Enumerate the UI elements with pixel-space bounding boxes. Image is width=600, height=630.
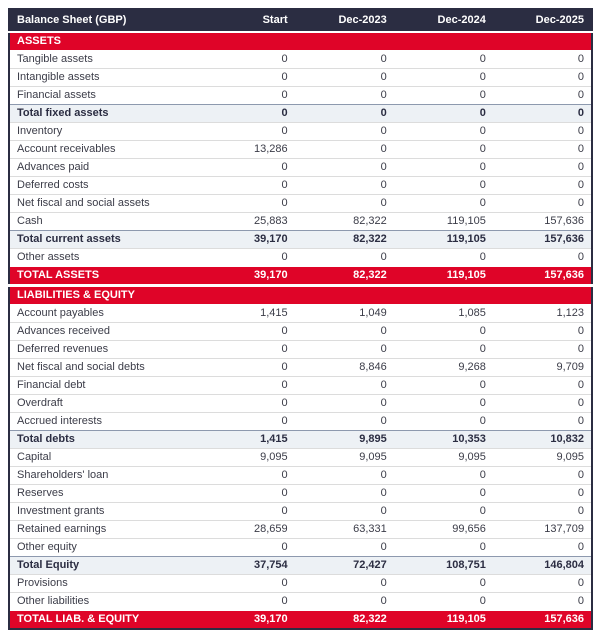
subtotal-row [9,431,592,449]
row-label: Other equity [9,539,196,557]
row-label: Deferred costs [9,177,196,195]
cell-value: 0 [394,141,493,159]
cell-value: 119,105 [394,267,493,286]
cell-value: 0 [394,323,493,341]
section-header-row [9,286,592,305]
cell-value: 0 [493,413,592,431]
cell-value: 0 [394,123,493,141]
cell-value: 157,636 [493,231,592,249]
cell-value: 0 [493,87,592,105]
row-label: Investment grants [9,503,196,521]
cell-value: 0 [394,87,493,105]
cell-value: 0 [493,69,592,87]
cell-value: 0 [295,593,394,611]
row-label: Financial debt [9,377,196,395]
table-row [9,485,592,503]
cell-value: 0 [196,341,295,359]
cell-value: 1,415 [196,431,295,449]
row-label: Intangible assets [9,69,196,87]
cell-value: 119,105 [394,231,493,249]
cell-value: 0 [295,503,394,521]
table-row [9,69,592,87]
table-row [9,449,592,467]
table-row [9,123,592,141]
cell-value: 9,268 [394,359,493,377]
cell-value: 82,322 [295,213,394,231]
cell-value: 39,170 [196,231,295,249]
cell-value: 0 [394,177,493,195]
row-label: LIABILITIES & EQUITY [9,286,592,305]
cell-value: 9,095 [295,449,394,467]
cell-value: 99,656 [394,521,493,539]
column-header-dec-2023: Dec-2023 [295,9,394,32]
table-row [9,413,592,431]
table-row [9,305,592,323]
cell-value: 0 [493,539,592,557]
row-label: Account payables [9,305,196,323]
table-row [9,249,592,267]
cell-value: 0 [493,467,592,485]
row-label: Deferred revenues [9,341,196,359]
cell-value: 0 [295,395,394,413]
column-header-dec-2024: Dec-2024 [394,9,493,32]
row-label: Accrued interests [9,413,196,431]
cell-value: 10,353 [394,431,493,449]
cell-value: 0 [493,123,592,141]
cell-value: 82,322 [295,267,394,286]
cell-value: 0 [196,87,295,105]
subtotal-row [9,231,592,249]
table-row [9,213,592,231]
table-title: Balance Sheet (GBP) [9,9,196,32]
cell-value: 0 [295,249,394,267]
cell-value: 9,895 [295,431,394,449]
row-label: Total debts [9,431,196,449]
cell-value: 0 [394,249,493,267]
row-label: Total Equity [9,557,196,575]
row-label: Financial assets [9,87,196,105]
cell-value: 0 [295,323,394,341]
table-row [9,359,592,377]
cell-value: 0 [295,485,394,503]
grand-total-row [9,267,592,286]
cell-value: 0 [394,341,493,359]
row-label: Shareholders' loan [9,467,196,485]
grand-total-row [9,611,592,630]
cell-value: 1,415 [196,305,295,323]
table-row [9,539,592,557]
row-label: ASSETS [9,32,592,51]
cell-value: 0 [196,249,295,267]
cell-value: 0 [493,503,592,521]
row-label: Overdraft [9,395,196,413]
cell-value: 9,095 [196,449,295,467]
cell-value: 0 [394,105,493,123]
cell-value: 25,883 [196,213,295,231]
cell-value: 157,636 [493,267,592,286]
cell-value: 0 [493,395,592,413]
table-row [9,87,592,105]
row-label: Net fiscal and social assets [9,195,196,213]
cell-value: 1,049 [295,305,394,323]
cell-value: 0 [196,359,295,377]
cell-value: 0 [493,195,592,213]
cell-value: 82,322 [295,231,394,249]
cell-value: 0 [295,377,394,395]
row-label: Total current assets [9,231,196,249]
cell-value: 0 [493,575,592,593]
cell-value: 119,105 [394,611,493,630]
cell-value: 0 [295,467,394,485]
table-row [9,395,592,413]
cell-value: 82,322 [295,611,394,630]
cell-value: 0 [394,485,493,503]
cell-value: 0 [493,593,592,611]
cell-value: 0 [196,195,295,213]
cell-value: 9,095 [493,449,592,467]
cell-value: 0 [196,485,295,503]
table-row [9,593,592,611]
row-label: Tangible assets [9,51,196,69]
cell-value: 10,832 [493,431,592,449]
cell-value: 39,170 [196,611,295,630]
row-label: Advances paid [9,159,196,177]
cell-value: 0 [493,177,592,195]
cell-value: 0 [394,195,493,213]
cell-value: 1,123 [493,305,592,323]
cell-value: 157,636 [493,213,592,231]
cell-value: 0 [394,395,493,413]
cell-value: 157,636 [493,611,592,630]
cell-value: 1,085 [394,305,493,323]
table-body [9,32,592,629]
row-label: Retained earnings [9,521,196,539]
cell-value: 63,331 [295,521,394,539]
cell-value: 0 [295,177,394,195]
cell-value: 9,709 [493,359,592,377]
balance-sheet-report [8,8,593,630]
cell-value: 8,846 [295,359,394,377]
cell-value: 0 [196,575,295,593]
cell-value: 0 [295,539,394,557]
cell-value: 0 [196,51,295,69]
section-header-row [9,32,592,51]
table-row [9,377,592,395]
cell-value: 39,170 [196,267,295,286]
cell-value: 0 [196,395,295,413]
table-row [9,521,592,539]
cell-value: 0 [295,141,394,159]
row-label: Other assets [9,249,196,267]
cell-value: 0 [196,159,295,177]
row-label: Account receivables [9,141,196,159]
row-label: TOTAL ASSETS [9,267,196,286]
cell-value: 0 [493,105,592,123]
cell-value: 0 [196,177,295,195]
cell-value: 0 [196,413,295,431]
cell-value: 0 [394,51,493,69]
cell-value: 0 [394,575,493,593]
cell-value: 0 [394,159,493,177]
column-header-dec-2025: Dec-2025 [493,9,592,32]
cell-value: 0 [394,539,493,557]
cell-value: 0 [493,341,592,359]
row-label: Capital [9,449,196,467]
cell-value: 146,804 [493,557,592,575]
cell-value: 0 [196,377,295,395]
cell-value: 0 [295,87,394,105]
cell-value: 0 [196,123,295,141]
cell-value: 0 [196,503,295,521]
cell-value: 0 [394,503,493,521]
cell-value: 0 [295,575,394,593]
cell-value: 0 [295,413,394,431]
cell-value: 0 [493,159,592,177]
row-label: TOTAL LIAB. & EQUITY [9,611,196,630]
row-label: Net fiscal and social debts [9,359,196,377]
cell-value: 72,427 [295,557,394,575]
cell-value: 0 [196,105,295,123]
table-row [9,51,592,69]
cell-value: 0 [394,69,493,87]
cell-value: 0 [493,249,592,267]
table-row [9,141,592,159]
cell-value: 37,754 [196,557,295,575]
row-label: Inventory [9,123,196,141]
row-label: Reserves [9,485,196,503]
cell-value: 0 [493,141,592,159]
cell-value: 0 [493,323,592,341]
row-label: Advances received [9,323,196,341]
cell-value: 9,095 [394,449,493,467]
cell-value: 0 [295,159,394,177]
cell-value: 0 [394,413,493,431]
cell-value: 0 [196,323,295,341]
cell-value: 0 [196,467,295,485]
subtotal-row [9,557,592,575]
row-label: Cash [9,213,196,231]
cell-value: 108,751 [394,557,493,575]
cell-value: 0 [394,593,493,611]
cell-value: 0 [295,69,394,87]
cell-value: 0 [295,195,394,213]
cell-value: 0 [196,539,295,557]
cell-value: 0 [295,123,394,141]
column-header-start: Start [196,9,295,32]
balance-sheet-table [8,8,593,630]
table-row [9,195,592,213]
row-label: Other liabilities [9,593,196,611]
cell-value: 0 [394,377,493,395]
cell-value: 28,659 [196,521,295,539]
table-row [9,503,592,521]
cell-value: 119,105 [394,213,493,231]
header-row [9,9,592,32]
cell-value: 0 [295,341,394,359]
table-row [9,159,592,177]
cell-value: 0 [493,377,592,395]
cell-value: 0 [493,485,592,503]
cell-value: 0 [394,467,493,485]
cell-value: 0 [295,51,394,69]
cell-value: 13,286 [196,141,295,159]
cell-value: 0 [295,105,394,123]
row-label: Provisions [9,575,196,593]
cell-value: 0 [196,69,295,87]
cell-value: 0 [493,51,592,69]
table-row [9,323,592,341]
table-row [9,467,592,485]
subtotal-row [9,105,592,123]
table-row [9,341,592,359]
table-row [9,575,592,593]
table-row [9,177,592,195]
cell-value: 0 [196,593,295,611]
cell-value: 137,709 [493,521,592,539]
row-label: Total fixed assets [9,105,196,123]
